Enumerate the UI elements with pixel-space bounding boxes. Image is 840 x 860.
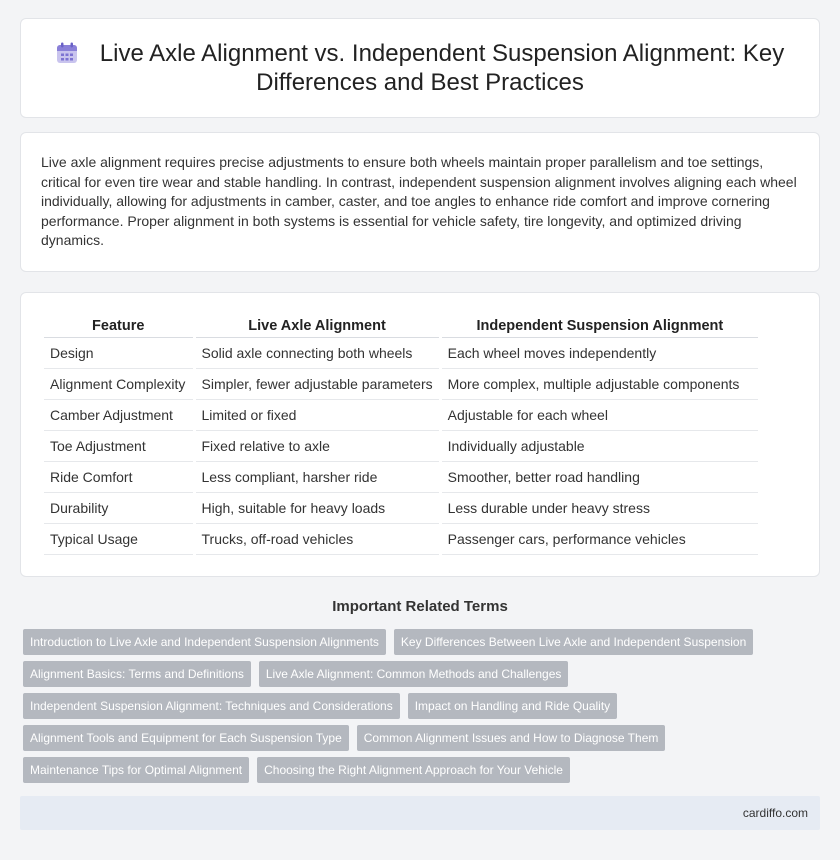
- table-cell: Toe Adjustment: [44, 430, 194, 461]
- table-cell: Simpler, fewer adjustable parameters: [194, 368, 440, 399]
- footer-site-link[interactable]: cardiffo.com: [742, 806, 808, 820]
- related-term-link[interactable]: Introduction to Live Axle and Independent Suspension Alignments: [23, 629, 386, 655]
- table-cell: Less compliant, harsher ride: [194, 461, 440, 492]
- table-cell: Fixed relative to axle: [194, 430, 440, 461]
- footer: [20, 796, 820, 830]
- intro-card: [20, 132, 820, 272]
- table-cell: Smoother, better road handling: [440, 461, 758, 492]
- table-cell: Passenger cars, performance vehicles: [440, 523, 758, 554]
- table-header-independent: Independent Suspension Alignment: [440, 315, 758, 337]
- table-cell: More complex, multiple adjustable components: [440, 368, 758, 399]
- related-term-link[interactable]: Alignment Basics: Terms and Definitions: [23, 661, 251, 687]
- related-term-link[interactable]: Live Axle Alignment: Common Methods and Challenges: [259, 661, 569, 687]
- related-term-link[interactable]: Maintenance Tips for Optimal Alignment: [23, 757, 249, 783]
- table-cell: Camber Adjustment: [44, 399, 194, 430]
- table-row: [44, 492, 758, 523]
- table-row: [44, 430, 758, 461]
- related-term-link[interactable]: Common Alignment Issues and How to Diagnose Them: [357, 725, 666, 751]
- table-cell: Alignment Complexity: [44, 368, 194, 399]
- table-row: [44, 399, 758, 430]
- table-row: [44, 337, 758, 368]
- related-terms-list: [23, 629, 818, 783]
- related-term-link[interactable]: Impact on Handling and Ride Quality: [408, 693, 617, 719]
- table-cell: Adjustable for each wheel: [440, 399, 758, 430]
- table-header-feature: Feature: [44, 315, 194, 337]
- related-term-link[interactable]: Independent Suspension Alignment: Techniques and Considerations: [23, 693, 400, 719]
- table-cell: Each wheel moves independently: [440, 337, 758, 368]
- table-row: [44, 461, 758, 492]
- comparison-table: [44, 315, 758, 555]
- table-cell: Solid axle connecting both wheels: [194, 337, 440, 368]
- table-cell: Less durable under heavy stress: [440, 492, 758, 523]
- table-header-live-axle: Live Axle Alignment: [194, 315, 440, 337]
- table-cell: Ride Comfort: [44, 461, 194, 492]
- related-terms-heading: Important Related Terms: [332, 598, 508, 615]
- table-cell: Trucks, off-road vehicles: [194, 523, 440, 554]
- table-row: [44, 523, 758, 554]
- table-cell: High, suitable for heavy loads: [194, 492, 440, 523]
- intro-paragraph: Live axle alignment requires precise adjustments to ensure both wheels maintain proper parallelism and toe settings, critical for even tire wear and stable handling. In contrast, independent suspension alignment involves aligning each wheel individually, allowing for adjustments in camber, caster, and toe angles to enhance ride comfort and improve cornering performance. Proper alignment in both systems is essential for vehicle safety, tire longevity, and optimized driving dynamics.: [41, 154, 797, 249]
- table-cell: Design: [44, 337, 194, 368]
- title-card: [20, 18, 820, 118]
- related-term-link[interactable]: Choosing the Right Alignment Approach for Your Vehicle: [257, 757, 570, 783]
- table-cell: Durability: [44, 492, 194, 523]
- page-title: Live Axle Alignment vs. Independent Suspension Alignment: Key Differences and Best Practices: [99, 40, 785, 96]
- table-cell: Limited or fixed: [194, 399, 440, 430]
- table-cell: Individually adjustable: [440, 430, 758, 461]
- table-cell: Typical Usage: [44, 523, 194, 554]
- table-row: [44, 368, 758, 399]
- calendar-icon: [56, 42, 78, 64]
- related-term-link[interactable]: Alignment Tools and Equipment for Each Suspension Type: [23, 725, 349, 751]
- comparison-card: [20, 292, 820, 577]
- related-term-link[interactable]: Key Differences Between Live Axle and Independent Suspension: [394, 629, 753, 655]
- table-header-row: [44, 315, 758, 337]
